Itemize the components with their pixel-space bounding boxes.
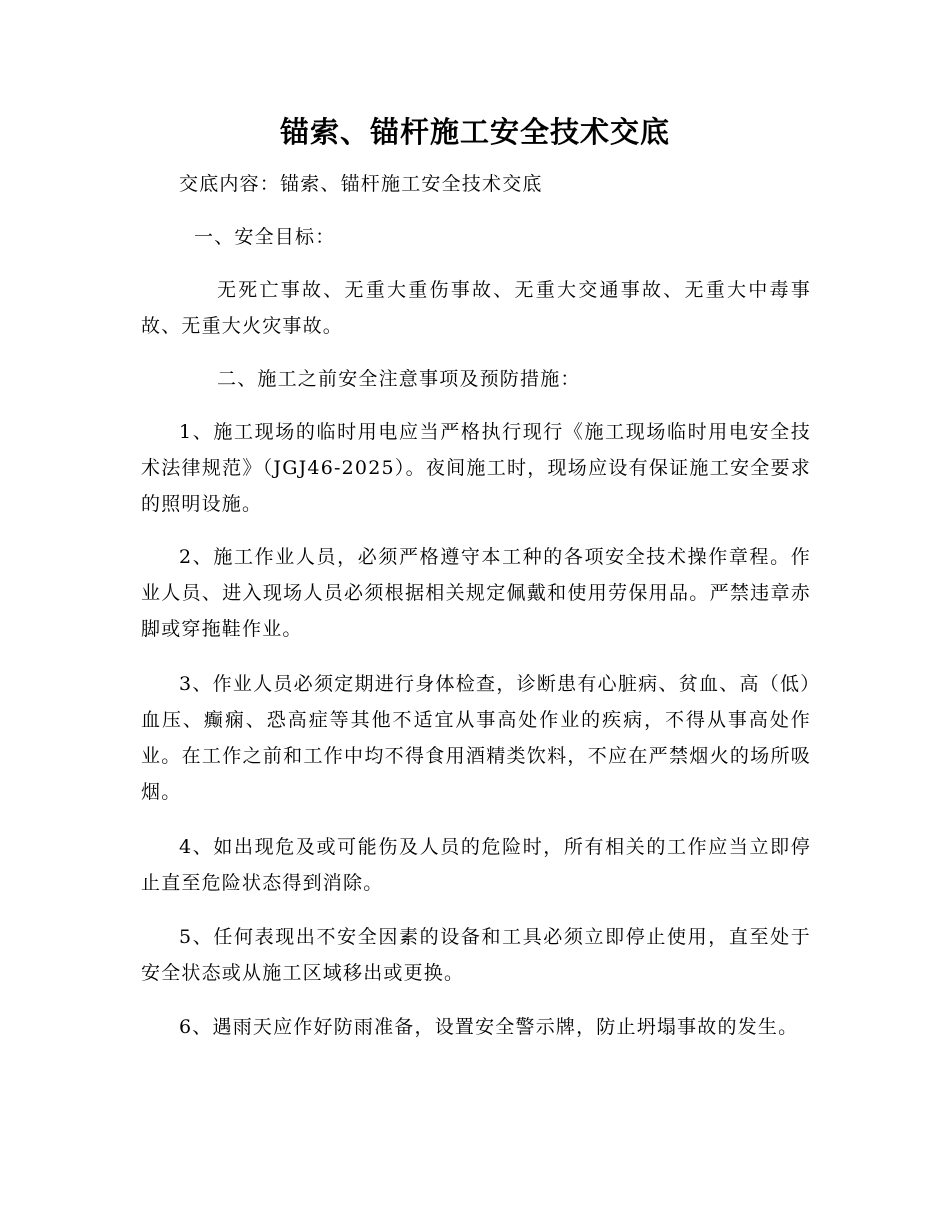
precaution-item-3: 3、作业人员必须定期进行身体检查，诊断患有心脏病、贫血、高（低）血压、癫痫、恐高症等其他不适宜从事高处作业的疾病，不得从事高处作业。在工作之前和工作中均不得食用酒精类饮料，不应在严禁烟火的场所吸烟。 <box>141 673 811 803</box>
safety-goals-text: 无死亡事故、无重大重伤事故、无重大交通事故、无重大中毒事故、无重大火灾事故。 <box>141 279 811 337</box>
section-heading-safety-goals: 一、安全目标： <box>194 226 336 248</box>
precaution-item-4: 4、如出现危及或可能伤及人员的危险时，所有相关的工作应当立即停止直至危险状态得到消除。 <box>141 836 811 894</box>
precaution-item-5: 5、任何表现出不安全因素的设备和工具必须立即停止使用，直至处于安全状态或从施工区域移出或更换。 <box>141 926 811 984</box>
disclosure-subject: 交底内容：锚索、锚杆施工安全技术交底 <box>179 173 543 195</box>
precaution-item-6: 6、遇雨天应作好防雨准备，设置安全警示牌，防止坍塌事故的发生。 <box>179 1016 799 1038</box>
precaution-item-1: 1、施工现场的临时用电应当严格执行现行《施工现场临时用电安全技术法律规范》（JGJ46-2025）。夜间施工时，现场应设有保证施工安全要求的照明设施。 <box>141 421 811 515</box>
precaution-item-2: 2、施工作业人员，必须严格遵守本工种的各项安全技术操作章程。作业人员、进入现场人员必须根据相关规定佩戴和使用劳保用品。严禁违章赤脚或穿拖鞋作业。 <box>141 546 811 640</box>
document-title: 锚索、锚杆施工安全技术交底 <box>279 115 670 149</box>
section-heading-precautions: 二、施工之前安全注意事项及预防措施： <box>217 368 581 390</box>
